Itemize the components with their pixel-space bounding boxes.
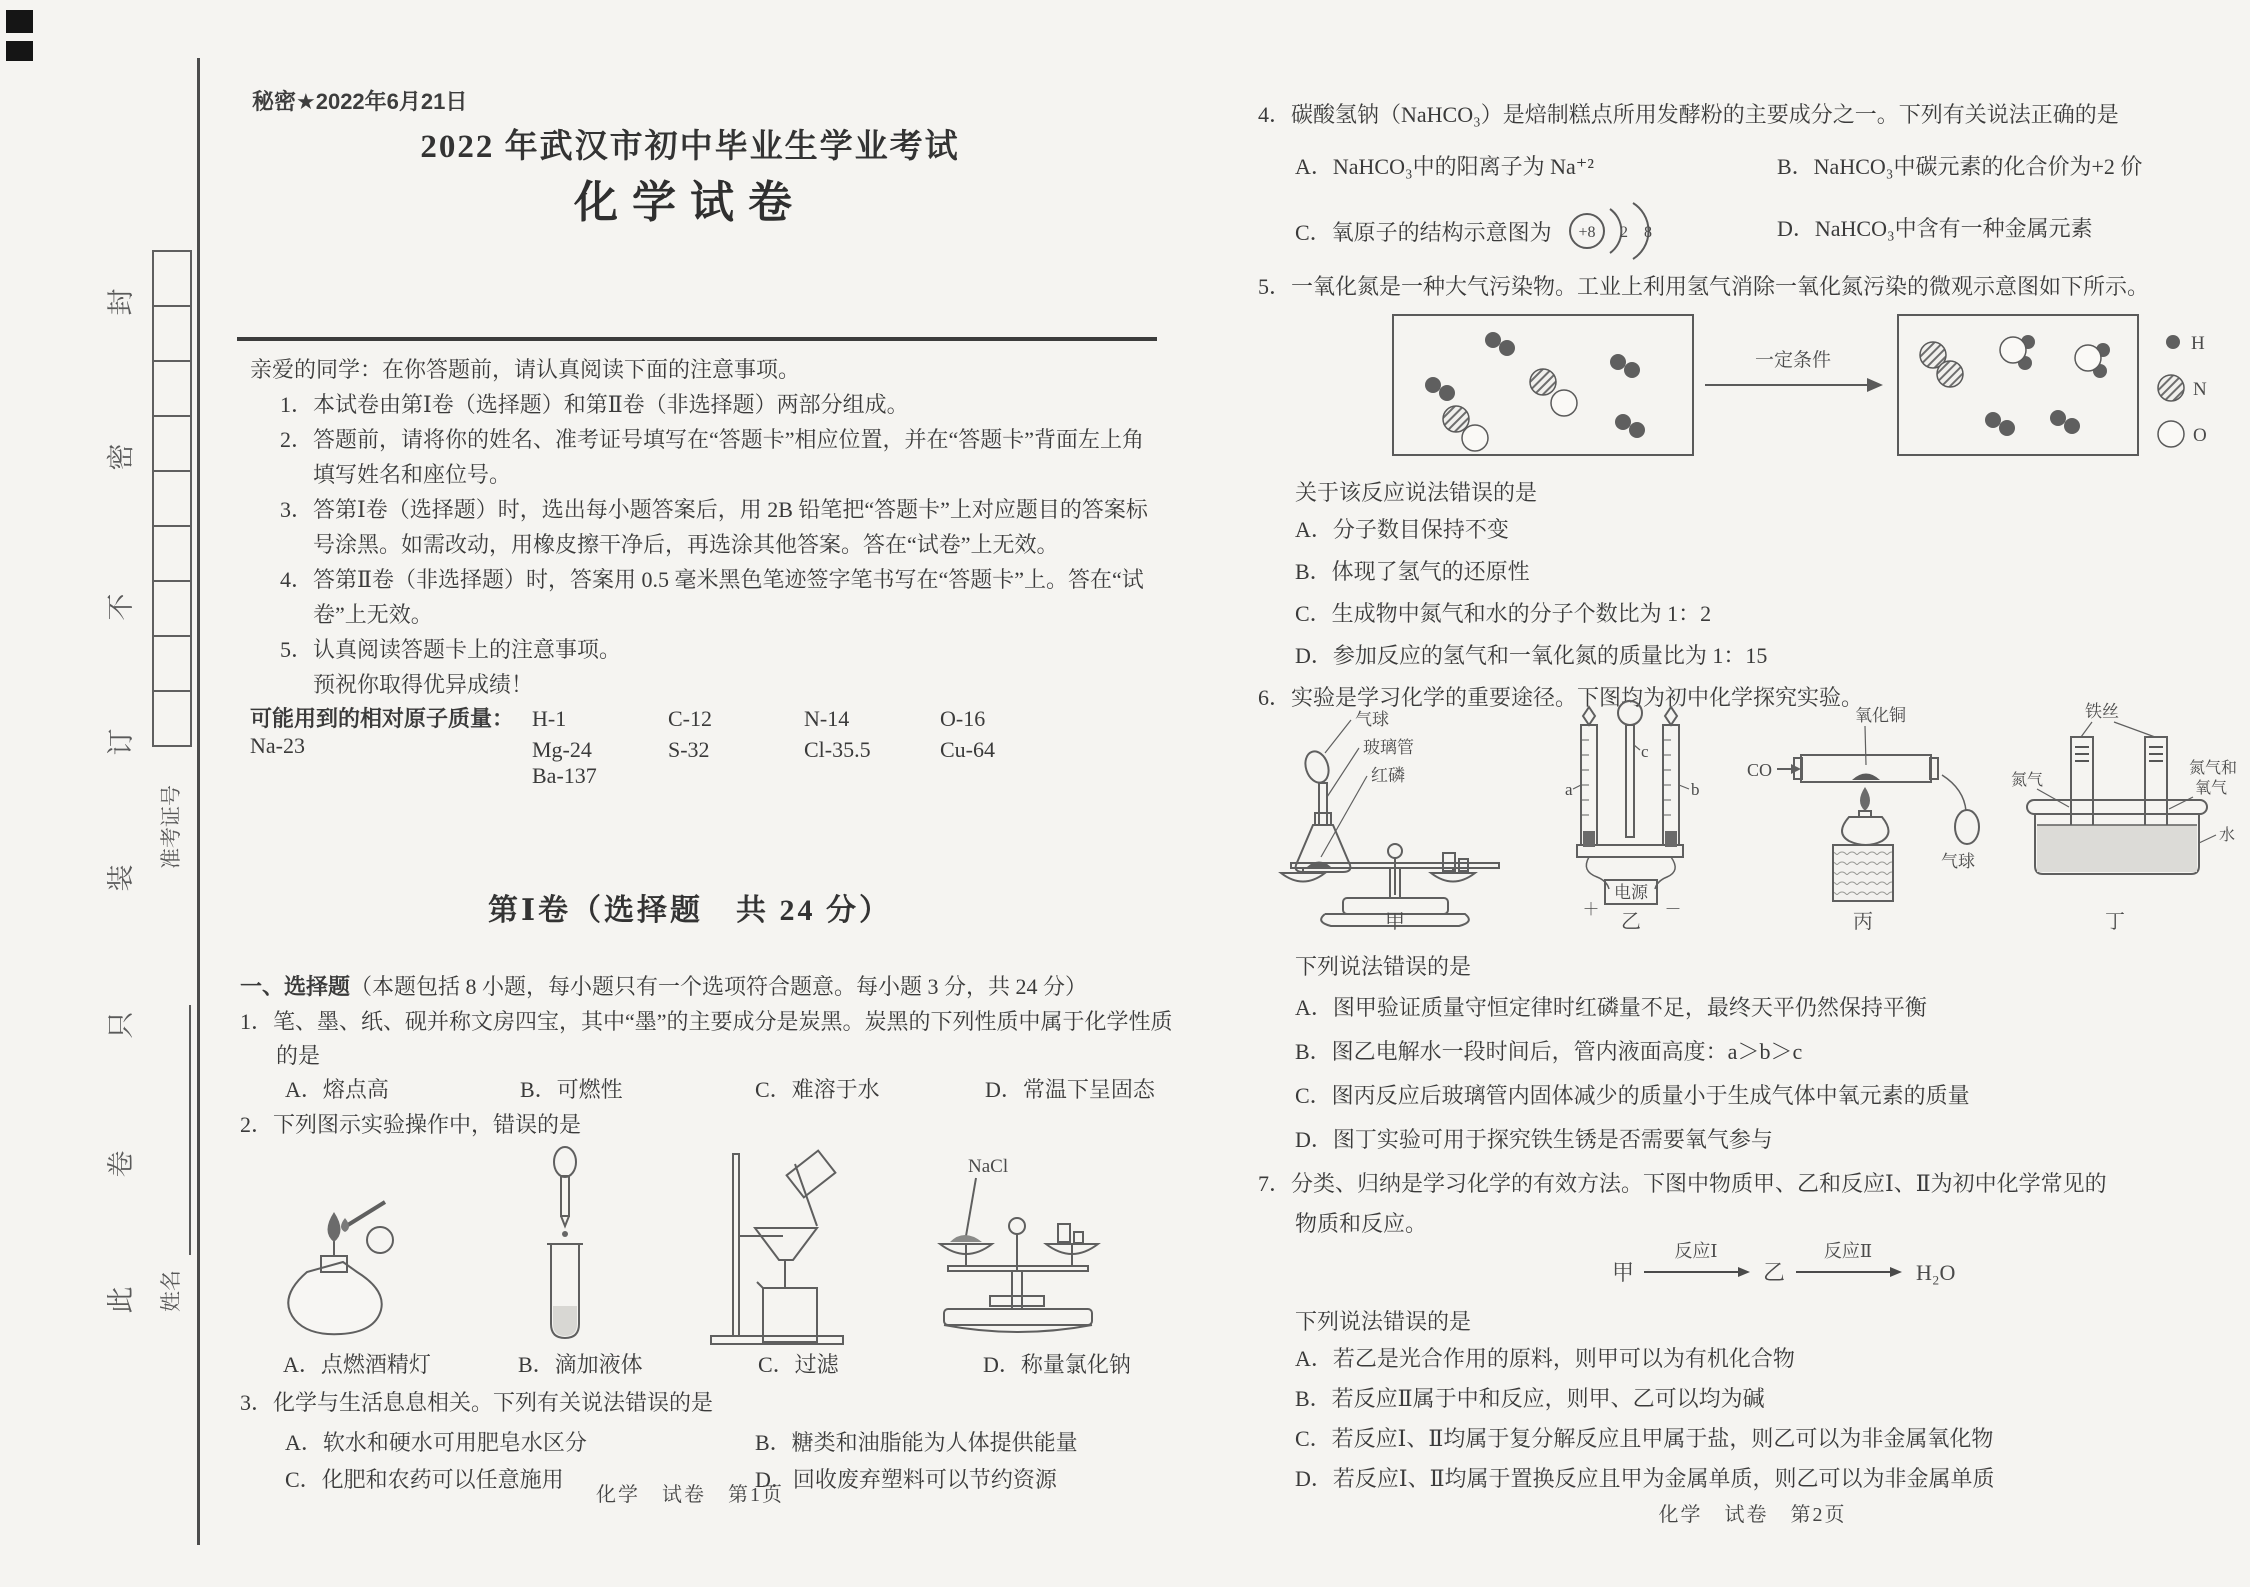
q3-option-d: D．回收废弃塑料可以节约资源 bbox=[755, 1467, 1057, 1492]
dropper-drawing bbox=[547, 1147, 583, 1338]
q1-option-d: D．常温下呈固态 bbox=[985, 1077, 1155, 1102]
reaction-2-label: 反应Ⅱ bbox=[1823, 1241, 1873, 1261]
secret-date-line: 秘密★2022年6月21日 bbox=[252, 89, 468, 114]
paper-subject-title: 化学试卷 bbox=[574, 178, 806, 227]
q2-caption-a: A．点燃酒精灯 bbox=[283, 1352, 431, 1377]
q5-option-c: C．生成物中氮气和水的分子个数比为 1：2 bbox=[1295, 601, 1712, 626]
notice-item: 1．本试卷由第Ⅰ卷（选择题）和第Ⅱ卷（非选择题）两部分组成。 bbox=[280, 392, 909, 417]
fig-caption-jia: 甲 bbox=[1385, 911, 1405, 933]
seal-char: 只 bbox=[106, 1011, 136, 1039]
question-3: 3．化学与生活息息相关。下列有关说法错误的是 bbox=[240, 1390, 714, 1415]
atomic-mass-value: Ba-137 bbox=[532, 763, 597, 788]
particle-legend bbox=[2158, 333, 2207, 447]
substance-jia: 甲 bbox=[1612, 1260, 1635, 1285]
reaction-scheme bbox=[1600, 1237, 2000, 1297]
experiment-ding-rusting-figure bbox=[1997, 695, 2238, 933]
fig-caption-bing: 丙 bbox=[1853, 911, 1873, 933]
balance-weighing-figure bbox=[920, 1150, 1120, 1345]
atomic-mass-value: H-1 bbox=[532, 706, 567, 731]
water-label: 水 bbox=[2219, 827, 2236, 844]
power-supply-label: 电源 bbox=[1614, 883, 1648, 902]
atomic-mass-value: Mg-24 bbox=[532, 737, 592, 762]
experiment-jia-balance-figure bbox=[1263, 695, 1528, 933]
section-1-title: 第Ⅰ卷（选择题 共 24 分） bbox=[487, 894, 893, 927]
q3-option-c: C．化肥和农药可以任意施用 bbox=[285, 1467, 564, 1492]
q6-option-a: A．图甲验证质量守恒定律时红磷量不足，最终天平仍然保持平衡 bbox=[1295, 995, 1927, 1020]
reaction-1-label: 反应Ⅰ bbox=[1674, 1241, 1718, 1261]
q4-option-d: D．NaHCO₃中含有一种金属元素 bbox=[1777, 216, 2093, 241]
exam-number-cell bbox=[152, 635, 192, 692]
legend-o-label: O bbox=[2193, 425, 2207, 446]
notice-top-rule bbox=[237, 337, 1157, 341]
atom-structure-diagram bbox=[1560, 196, 1678, 266]
fig-caption-yi: 乙 bbox=[1621, 911, 1641, 933]
q5-option-b: B．体现了氢气的还原性 bbox=[1295, 559, 1530, 584]
page-2-footer: 化学 试卷 第2页 bbox=[1658, 1504, 1847, 1526]
seal-char: 订 bbox=[106, 728, 136, 756]
q3-option-a: A．软水和硬水可用肥皂水区分 bbox=[285, 1430, 587, 1455]
product-h2o: H₂O bbox=[1916, 1260, 1956, 1285]
mc-intro-bold: 一、选择题 bbox=[240, 974, 351, 999]
mc-intro-rest: （本题包括 8 小题，每小题只有一个选项符合题意。每小题 3 分，共 24 分） bbox=[350, 974, 1088, 999]
substance-yi: 乙 bbox=[1763, 1260, 1786, 1285]
tube-a-label: a bbox=[1565, 780, 1573, 799]
notice-wish: 预祝你取得优异成绩！ bbox=[313, 672, 534, 697]
exam-number-cell bbox=[152, 470, 192, 527]
plus-terminal: ＋ bbox=[1582, 900, 1600, 919]
atomic-mass-value: C-12 bbox=[668, 706, 712, 731]
seal-char: 装 bbox=[106, 864, 136, 892]
glass-tube-label: 玻璃管 bbox=[1363, 738, 1414, 757]
q6-option-c: C．图丙反应后玻璃管内固体减少的质量小于生成气体中氧元素的质量 bbox=[1295, 1083, 1970, 1108]
exam-number-cell bbox=[152, 690, 192, 747]
q4-option-c bbox=[1295, 196, 1678, 266]
q4-option-b: B．NaHCO₃中碳元素的化合价为+2 价 bbox=[1777, 154, 2143, 179]
atomic-mass-value: S-32 bbox=[668, 737, 710, 762]
exam-title: 2022 年武汉市初中毕业生学业考试 bbox=[420, 129, 960, 165]
q7-option-a: A．若乙是光合作用的原料，则甲可以为有机化合物 bbox=[1295, 1346, 1795, 1371]
experiment-bing-co-cuo-figure bbox=[1737, 695, 1987, 933]
nacl-label: NaCl bbox=[968, 1156, 1009, 1177]
balloon-label: 气球 bbox=[1355, 710, 1389, 729]
products-box bbox=[1898, 315, 2138, 455]
q1-option-b: B．可燃性 bbox=[520, 1077, 623, 1102]
q5-stem: 关于该反应说法错误的是 bbox=[1295, 480, 1538, 505]
q4-option-c-text: C．氧原子的结构示意图为 bbox=[1295, 219, 1552, 245]
q7-stem: 下列说法错误的是 bbox=[1295, 1309, 1472, 1334]
question-1: 1．笔、墨、纸、砚并称文房四宝，其中“墨”的主要成分是炭黑。炭黑的下列性质中属于化学性质的是 bbox=[240, 1009, 1173, 1068]
balloon-label-bing: 气球 bbox=[1941, 852, 1975, 871]
exam-number-label: 准考证号 bbox=[159, 785, 183, 869]
fig-caption-ding: 丁 bbox=[2105, 911, 2125, 933]
page-2 bbox=[1255, 0, 2250, 1587]
question-5: 5．一氧化氮是一种大气污染物。工业上利用氢气消除一氧化氮污染的微观示意图如下所示。 bbox=[1258, 274, 2150, 299]
minus-terminal: － bbox=[1664, 900, 1682, 919]
iron-wire-label: 铁丝 bbox=[2085, 702, 2119, 721]
atomic-mass-value: Cl-35.5 bbox=[804, 737, 871, 762]
seal-char: 密 bbox=[106, 443, 136, 471]
q7-option-c: C．若反应Ⅰ、Ⅱ均属于复分解反应且甲属于盐，则乙可以为非金属氧化物 bbox=[1295, 1426, 1994, 1451]
q2-caption-b: B．滴加液体 bbox=[518, 1352, 643, 1377]
notice-greeting: 亲爱的同学：在你答题前，请认真阅读下面的注意事项。 bbox=[250, 357, 801, 382]
scan-artifact bbox=[6, 41, 33, 61]
alcohol-lamp-lighting-figure bbox=[245, 1140, 425, 1345]
exam-number-cell bbox=[152, 525, 192, 582]
co-label: CO bbox=[1747, 760, 1773, 780]
mc-intro bbox=[240, 970, 1087, 1004]
q6-stem: 下列说法错误的是 bbox=[1295, 954, 1472, 979]
nitrogen-oxygen-label-1: 氮气和 bbox=[2189, 760, 2238, 777]
balance-drawing bbox=[940, 1156, 1098, 1332]
atomic-mass-value: N-14 bbox=[804, 706, 850, 731]
arrow-head bbox=[1890, 1267, 1902, 1277]
page-1 bbox=[200, 0, 1180, 1587]
page-1-footer: 化学 试卷 第1页 bbox=[596, 1484, 784, 1506]
atomic-mass-value: Cu-64 bbox=[940, 737, 995, 762]
red-phosphorus-label: 红磷 bbox=[1371, 766, 1405, 785]
question-4: 4．碳酸氢钠（NaHCO₃）是焙制糕点所用发酵粉的主要成分之一。下列有关说法正确的是 bbox=[1258, 102, 2119, 127]
q3-option-b: B．糖类和油脂能为人体提供能量 bbox=[755, 1430, 1078, 1455]
exam-number-cell bbox=[152, 250, 192, 307]
dropper-figure bbox=[490, 1140, 640, 1345]
legend-n-label: N bbox=[2193, 379, 2207, 400]
name-label: 姓名 bbox=[159, 1270, 183, 1312]
q7-option-b: B．若反应Ⅱ属于中和反应，则甲、乙可以均为碱 bbox=[1295, 1386, 1765, 1411]
question-7-line2: 物质和反应。 bbox=[1295, 1211, 1428, 1236]
tube-b-label: b bbox=[1691, 780, 1700, 799]
atomic-mass-label: 可能用到的相对原子质量： bbox=[250, 706, 515, 731]
atom-shell2-label: 8 bbox=[1643, 224, 1652, 241]
tube-c-label: c bbox=[1641, 742, 1649, 761]
q2-caption-d: D．称量氯化钠 bbox=[983, 1352, 1131, 1377]
arrow-head bbox=[1867, 378, 1883, 392]
arrow-head bbox=[1738, 1267, 1750, 1277]
lamp-drawing bbox=[288, 1202, 393, 1334]
exam-number-cell bbox=[152, 360, 192, 417]
filtration-drawing bbox=[711, 1151, 843, 1344]
legend-h-label: H bbox=[2191, 333, 2205, 354]
filtration-figure bbox=[695, 1140, 895, 1350]
name-underline bbox=[189, 1005, 191, 1255]
atom-nucleus-label: +8 bbox=[1578, 224, 1596, 241]
condition-label: 一定条件 bbox=[1754, 350, 1832, 371]
atom-shell1-label: 2 bbox=[1619, 224, 1628, 241]
scan-artifact bbox=[6, 10, 33, 33]
q1-option-c: C．难溶于水 bbox=[755, 1077, 880, 1102]
q6-option-b: B．图乙电解水一段时间后，管内液面高度：a＞b＞c bbox=[1295, 1039, 1803, 1064]
q1-option-a: A．熔点高 bbox=[285, 1077, 389, 1102]
seal-char: 此 bbox=[106, 1286, 136, 1314]
seal-char: 卷 bbox=[106, 1150, 136, 1178]
notice-item: 3．答第Ⅰ卷（选择题）时，选出每小题答案后，用 2B 铅笔把“答题卡”上对应题目的答案标号涂黑。如需改动，用橡皮擦干净后，再选涂其他答案。答在“试卷”上无效。 bbox=[280, 497, 1148, 557]
q6-option-d: D．图丁实验可用于探究铁生锈是否需要氧气参与 bbox=[1295, 1127, 1773, 1152]
exam-number-cell bbox=[152, 305, 192, 362]
q2-caption-c: C．过滤 bbox=[758, 1352, 839, 1377]
atomic-mass-value: Na-23 bbox=[250, 733, 305, 758]
experiment-yi-electrolysis-figure bbox=[1543, 695, 1723, 933]
notice-item: 4．答第Ⅱ卷（非选择题）时，答案用 0.5 毫米黑色笔迹签字笔书写在“答题卡”上。答在“试卷”上无效。 bbox=[280, 567, 1144, 627]
notice-block bbox=[250, 352, 1160, 702]
q5-option-a: A．分子数目保持不变 bbox=[1295, 517, 1509, 542]
atomic-mass-row-2 bbox=[532, 737, 1180, 789]
seal-char: 封 bbox=[106, 288, 136, 316]
q5-option-d: D．参加反应的氢气和一氧化氮的质量比为 1：15 bbox=[1295, 643, 1768, 668]
q4-option-a: A．NaHCO₃中的阳离子为 Na⁺² bbox=[1295, 154, 1595, 179]
reaction-particle-diagram bbox=[1373, 300, 2250, 470]
copper-oxide-label: 氧化铜 bbox=[1855, 706, 1906, 725]
question-6: 6．实验是学习化学的重要途径。下图均为初中化学探究实验。 bbox=[1258, 685, 1864, 710]
atomic-mass-value: O-16 bbox=[940, 706, 986, 731]
q7-option-d: D．若反应Ⅰ、Ⅱ均属于置换反应且甲为金属单质，则乙可以为非金属单质 bbox=[1295, 1466, 1995, 1491]
exam-number-cell bbox=[152, 415, 192, 472]
question-2: 2．下列图示实验操作中，错误的是 bbox=[240, 1112, 582, 1137]
question-7-line1: 7．分类、归纳是学习化学的有效方法。下图中物质甲、乙和反应Ⅰ、Ⅱ为初中化学常见的 bbox=[1258, 1171, 2107, 1196]
seal-char: 不 bbox=[106, 593, 136, 621]
notice-item: 2．答题前，请将你的姓名、准考证号填写在“答题卡”相应位置，并在“答题卡”背面左上角填写姓名和座位号。 bbox=[280, 427, 1145, 487]
nitrogen-label: 氮气 bbox=[2011, 772, 2044, 789]
exam-number-cell bbox=[152, 580, 192, 637]
notice-item: 5．认真阅读答题卡上的注意事项。 bbox=[280, 637, 622, 662]
nitrogen-oxygen-label-2: 氧气 bbox=[2195, 780, 2228, 797]
